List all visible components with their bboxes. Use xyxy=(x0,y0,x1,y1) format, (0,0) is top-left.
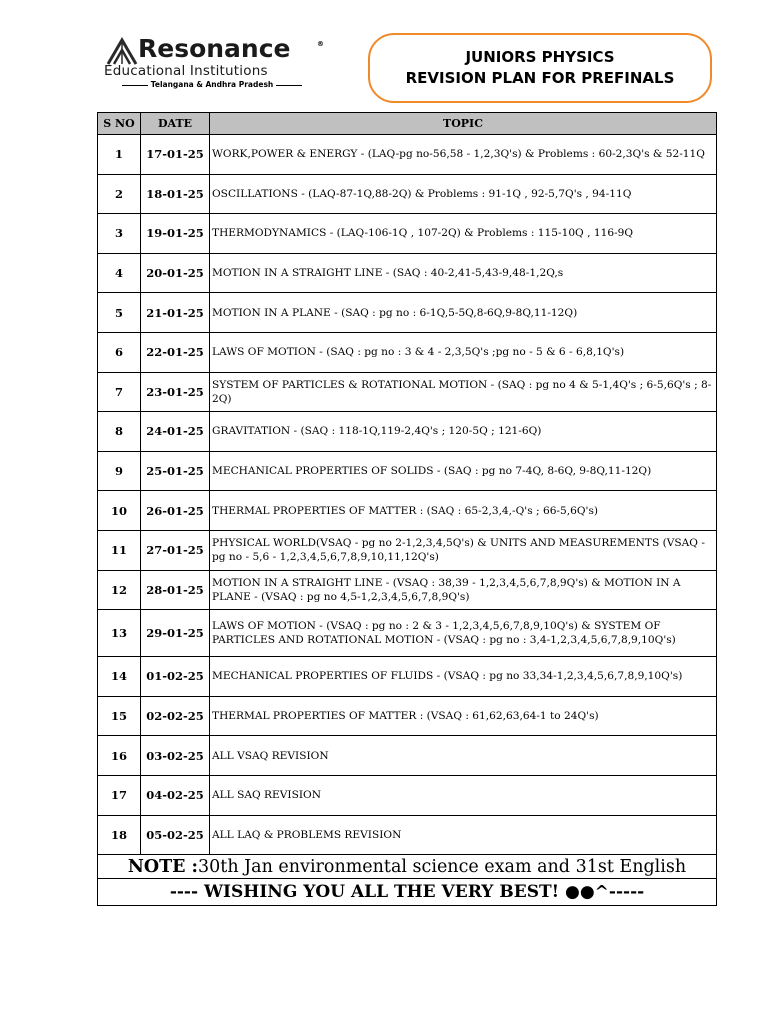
date-cell: 19-01-25 xyxy=(141,214,210,254)
sno-cell: 17 xyxy=(98,775,141,815)
date-cell: 21-01-25 xyxy=(141,293,210,333)
brand-name: Resonance xyxy=(138,34,291,63)
table-row xyxy=(98,135,717,175)
date-cell: 20-01-25 xyxy=(141,253,210,293)
table-row xyxy=(98,412,717,452)
divider xyxy=(122,85,148,86)
note-text: 30th Jan environmental science exam and 31st English xyxy=(198,856,687,877)
revision-plan-table xyxy=(97,112,717,906)
table-row xyxy=(98,451,717,491)
topic-cell: THERMODYNAMICS - (LAQ-106-1Q , 107-2Q) & Problems : 115-10Q , 116-9Q xyxy=(210,214,717,254)
region-text: Telangana & Andhra Pradesh xyxy=(150,80,274,89)
wish-message: ---- WISHING YOU ALL THE VERY BEST! ●●^----- xyxy=(98,879,717,906)
date-cell: 26-01-25 xyxy=(141,491,210,531)
date-cell: 01-02-25 xyxy=(141,657,210,697)
topic-cell: MECHANICAL PROPERTIES OF SOLIDS - (SAQ : pg no 7-4Q, 8-6Q, 9-8Q,11-12Q) xyxy=(210,451,717,491)
table-row xyxy=(98,530,717,570)
topic-cell: MOTION IN A STRAIGHT LINE - (VSAQ : 38,39 - 1,2,3,4,5,6,7,8,9Q's) & MOTION IN A PLANE - (VSAQ : pg no 4,5-1,2,3,4,5,6,7,8,9Q's) xyxy=(210,570,717,610)
table-row xyxy=(98,332,717,372)
resonance-logo xyxy=(104,36,326,92)
topic-cell: WORK,POWER & ENERGY - (LAQ-pg no-56,58 - 1,2,3Q's) & Problems : 60-2,3Q's & 52-11Q xyxy=(210,135,717,175)
date-cell: 29-01-25 xyxy=(141,610,210,657)
registered-mark: ® xyxy=(317,40,324,48)
topic-cell: MECHANICAL PROPERTIES OF FLUIDS - (VSAQ : pg no 33,34-1,2,3,4,5,6,7,8,9,10Q's) xyxy=(210,657,717,697)
topic-cell: MOTION IN A PLANE - (SAQ : pg no : 6-1Q,5-5Q,8-6Q,9-8Q,11-12Q) xyxy=(210,293,717,333)
sno-cell: 15 xyxy=(98,696,141,736)
topic-cell: LAWS OF MOTION - (SAQ : pg no : 3 & 4 - 2,3,5Q's ;pg no - 5 & 6 - 6,8,1Q's) xyxy=(210,332,717,372)
topic-cell: OSCILLATIONS - (LAQ-87-1Q,88-2Q) & Problems : 91-1Q , 92-5,7Q's , 94-11Q xyxy=(210,174,717,214)
sno-cell: 11 xyxy=(98,530,141,570)
sno-cell: 9 xyxy=(98,451,141,491)
date-cell: 25-01-25 xyxy=(141,451,210,491)
table-row xyxy=(98,657,717,697)
sno-cell: 5 xyxy=(98,293,141,333)
table-row xyxy=(98,174,717,214)
sno-cell: 4 xyxy=(98,253,141,293)
date-cell: 03-02-25 xyxy=(141,736,210,776)
table-row xyxy=(98,214,717,254)
table-row xyxy=(98,570,717,610)
note-label: NOTE : xyxy=(127,856,199,877)
document-title xyxy=(368,33,712,103)
title-line-2: REVISION PLAN FOR PREFINALS xyxy=(405,69,675,87)
table-body xyxy=(98,135,717,855)
table-row xyxy=(98,815,717,855)
table-header-row xyxy=(98,113,717,135)
wish-row xyxy=(98,879,717,906)
date-cell: 17-01-25 xyxy=(141,135,210,175)
sno-cell: 1 xyxy=(98,135,141,175)
sno-cell: 7 xyxy=(98,372,141,412)
topic-cell: PHYSICAL WORLD(VSAQ - pg no 2-1,2,3,4,5Q's) & UNITS AND MEASUREMENTS (VSAQ - pg no - 5,6 - 1,2,3,4,5,6,7,8,9,10,11,12Q's) xyxy=(210,530,717,570)
column-header-date: DATE xyxy=(141,113,210,135)
sno-cell: 16 xyxy=(98,736,141,776)
date-cell: 24-01-25 xyxy=(141,412,210,452)
date-cell: 02-02-25 xyxy=(141,696,210,736)
topic-cell: ALL VSAQ REVISION xyxy=(210,736,717,776)
topic-cell: LAWS OF MOTION - (VSAQ : pg no : 2 & 3 - 1,2,3,4,5,6,7,8,9,10Q's) & SYSTEM OF PARTICLES AND ROTATIONAL MOTION - (VSAQ : pg no : 3,4-1,2,3,4,5,6,7,8,9,10Q's) xyxy=(210,610,717,657)
sno-cell: 14 xyxy=(98,657,141,697)
table-row xyxy=(98,696,717,736)
region-line xyxy=(104,80,320,89)
table-row xyxy=(98,293,717,333)
sno-cell: 13 xyxy=(98,610,141,657)
table-row xyxy=(98,610,717,657)
sno-cell: 8 xyxy=(98,412,141,452)
date-cell: 22-01-25 xyxy=(141,332,210,372)
sno-cell: 6 xyxy=(98,332,141,372)
sno-cell: 10 xyxy=(98,491,141,531)
table-row xyxy=(98,253,717,293)
date-cell: 18-01-25 xyxy=(141,174,210,214)
column-header-sno: S NO xyxy=(98,113,141,135)
topic-cell: SYSTEM OF PARTICLES & ROTATIONAL MOTION - (SAQ : pg no 4 & 5-1,4Q's ; 6-5,6Q's ; 8-2Q) xyxy=(210,372,717,412)
topic-cell: ALL LAQ & PROBLEMS REVISION xyxy=(210,815,717,855)
topic-cell: THERMAL PROPERTIES OF MATTER : (SAQ : 65-2,3,4,-Q's ; 66-5,6Q's) xyxy=(210,491,717,531)
table-row xyxy=(98,491,717,531)
sno-cell: 3 xyxy=(98,214,141,254)
topic-cell: MOTION IN A STRAIGHT LINE - (SAQ : 40-2,41-5,43-9,48-1,2Q,s xyxy=(210,253,717,293)
date-cell: 28-01-25 xyxy=(141,570,210,610)
sno-cell: 18 xyxy=(98,815,141,855)
date-cell: 27-01-25 xyxy=(141,530,210,570)
sno-cell: 2 xyxy=(98,174,141,214)
table-row xyxy=(98,775,717,815)
table-row xyxy=(98,736,717,776)
table-row xyxy=(98,372,717,412)
topic-cell: THERMAL PROPERTIES OF MATTER : (VSAQ : 61,62,63,64-1 to 24Q's) xyxy=(210,696,717,736)
note-row xyxy=(98,855,717,879)
brand-subtitle: Educational Institutions xyxy=(104,63,268,79)
sno-cell: 12 xyxy=(98,570,141,610)
title-line-1: JUNIORS PHYSICS xyxy=(465,48,615,66)
divider xyxy=(276,85,302,86)
resonance-logo-icon xyxy=(104,36,140,66)
column-header-topic: TOPIC xyxy=(210,113,717,135)
topic-cell: GRAVITATION - (SAQ : 118-1Q,119-2,4Q's ; 120-5Q ; 121-6Q) xyxy=(210,412,717,452)
note-cell xyxy=(98,855,717,879)
date-cell: 05-02-25 xyxy=(141,815,210,855)
date-cell: 04-02-25 xyxy=(141,775,210,815)
topic-cell: ALL SAQ REVISION xyxy=(210,775,717,815)
date-cell: 23-01-25 xyxy=(141,372,210,412)
